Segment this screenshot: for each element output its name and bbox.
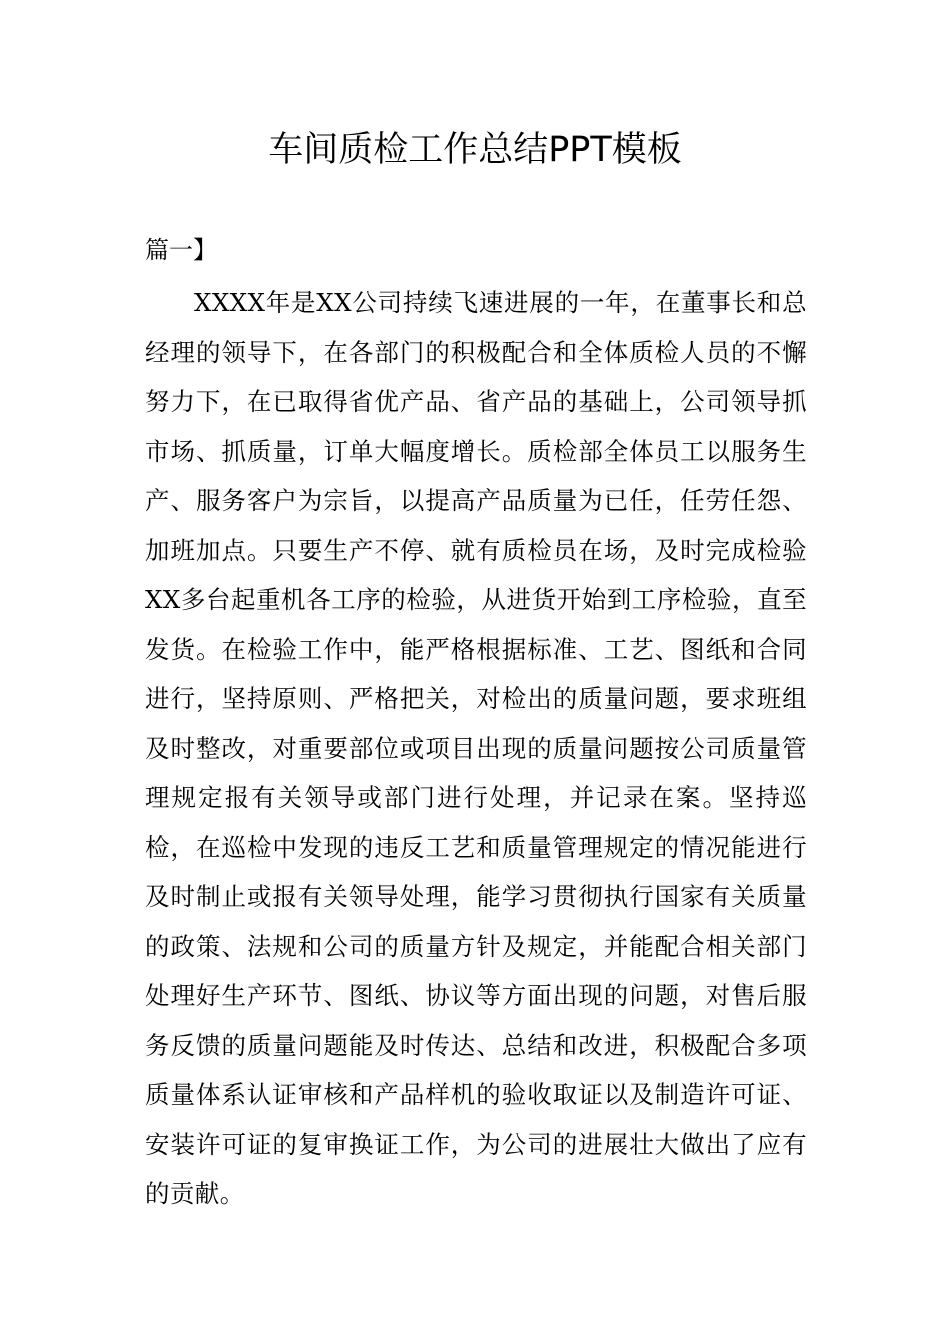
document-title: 车间质检工作总结PPT模板 [268, 130, 682, 170]
body-paragraph: XXXX年是XX公司持续飞速进展的一年，在董事长和总经理的领导下，在各部门的积极配合和全体质检人员的不懈努力下，在已取得省优产品、省产品的基础上，公司领导抓市场、抓质量，订单大幅度增长。质检部全体员工以服务生产、服务客户为宗旨，以提高产品质量为已任，任劳任怨、加班加点。只要生产不停、就有质检员在场，及时完成检验XX多台起重机各工序的检验，从进货开始到工序检验，直至发货。在检验工作中，能严格根据标准、工艺、图纸和合同进行，坚持原则、严格把关，对检出的质量问题，要求班组及时整改，对重要部位或项目出现的质量问题按公司质量管理规定报有关领导或部门进行处理，并记录在案。坚持巡检，在巡检中发现的违反工艺和质量管理规定的情况能进行及时制止或报有关领导处理，能学习贯彻执行国家有关质量的政策、法规和公司的质量方针及规定，并能配合相关部门处理好生产环节、图纸、协议等方面出现的问题，对售后服务反馈的质量问题能及时传达、总结和改进，积极配合多项质量体系认证审核和产品样机的验收取证以及制造许可证、安装许可证的复审换证工作，为公司的进展壮大做出了应有的贡献。 [145, 288, 807, 1208]
section-label: 篇一】 [145, 236, 217, 264]
